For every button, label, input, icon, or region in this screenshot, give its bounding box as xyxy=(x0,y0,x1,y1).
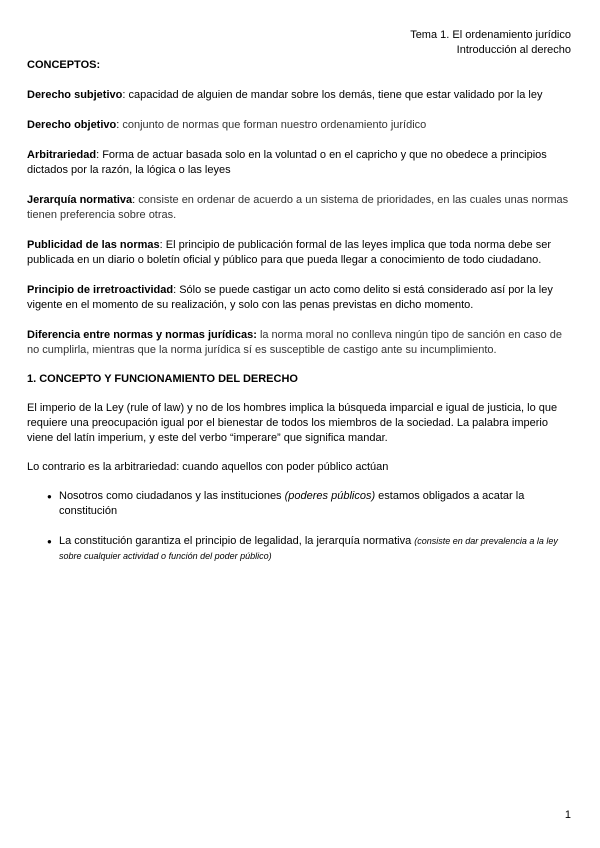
list-item: ● Nosotros como ciudadanos y las instituciones (poderes públicos) estamos obligados a acatar la constitución xyxy=(47,490,525,517)
concept-term: Derecho subjetivo xyxy=(27,89,123,101)
bullet-icon: ● xyxy=(47,537,52,546)
concept-definition: Publicidad de las normas: El principio de publicación formal de las leyes implica que toda norma debe ser publicada en un diario o boletín oficial y público para que pueda llegar a conocimiento de todo ciudadano. xyxy=(27,239,551,266)
section-heading: 1. CONCEPTO Y FUNCIONAMIENTO DEL DERECHO xyxy=(27,373,298,385)
concept-definition: Derecho objetivo: conjunto de normas que forman nuestro ordenamiento jurídico xyxy=(27,119,427,131)
list-item: ● La constitución garantiza el principio de legalidad, la jerarquía normativa (consiste en dar prevalencia a la ley sobre cualquier actividad o función del poder público) xyxy=(47,535,558,561)
concept-term: Derecho objetivo xyxy=(27,119,117,131)
page-header xyxy=(410,28,571,57)
paragraph: El imperio de la Ley (rule of law) y no de los hombres implica la búsqueda imparcial e igual de justicia, lo que requiere una preocupación igual por el bienestar de todos los miembros de la sociedad. La palabra imperio viene del latín imperium, y este del verbo “imperare” que significa mandar. xyxy=(27,402,558,444)
concept-definition: Arbitrariedad: Forma de actuar basada solo en la voluntad o en el capricho y que no obedece a principios dictados por la razón, la lógica o las leyes xyxy=(27,149,547,176)
italic-note: (poderes públicos) xyxy=(284,490,376,502)
document-body xyxy=(27,58,575,564)
bullet-icon: ● xyxy=(47,492,52,501)
header-subject: Introducción al derecho xyxy=(456,43,571,56)
concept-text: conjunto de normas que forman nuestro ordenamiento jurídico xyxy=(122,119,427,131)
concept-text: la norma moral no conlleva ningún tipo de sanción en caso de no cumplirla, mientras que la norma jurídica sí es susceptible de castigo ante su incumplimiento. xyxy=(27,329,563,356)
concept-text: capacidad de alguien de mandar sobre los demás, tiene que estar validado por la ley xyxy=(128,89,543,101)
italic-note: (consiste en dar prevalencia a la ley sobre cualquier actividad o función del poder público) xyxy=(59,536,558,561)
concept-term: Publicidad de las normas xyxy=(27,239,160,251)
concept-definition: Derecho subjetivo: capacidad de alguien de mandar sobre los demás, tiene que estar validado por la ley xyxy=(27,89,543,101)
concept-text: Sólo se puede castigar un acto como delito si está considerado así por la ley vigente en el momento de su realización, y solo con las penas previstas en dicho momento. xyxy=(27,284,553,311)
concepts-heading: CONCEPTOS: xyxy=(27,59,101,71)
concept-text: consiste en ordenar de acuerdo a un sistema de prioridades, en las cuales unas normas tienen preferencia sobre otras. xyxy=(27,194,569,221)
concept-term: Diferencia entre normas y normas jurídicas: xyxy=(27,329,257,341)
page-number: 1 xyxy=(564,809,571,821)
concept-definition: Jerarquía normativa: consiste en ordenar de acuerdo a un sistema de prioridades, en las cuales unas normas tienen preferencia sobre otras. xyxy=(27,194,569,221)
concept-term: Arbitrariedad xyxy=(27,149,97,161)
concept-definition xyxy=(27,328,575,358)
header-topic: Tema 1. El ordenamiento jurídico xyxy=(410,29,571,41)
concept-text: El principio de publicación formal de las leyes implica que toda norma debe ser publicada en un diario o boletín oficial y público para que pueda llegar a conocimiento de todo ciudadano. xyxy=(27,239,551,266)
paragraph: Lo contrario es la arbitrariedad: cuando aquellos con poder público actúan xyxy=(27,461,389,473)
concept-definition: Principio de irretroactividad: Sólo se puede castigar un acto como delito si está considerado así por la ley vigente en el momento de su realización, y solo con las penas previstas en dicho momento. xyxy=(27,284,553,311)
bullet-list xyxy=(27,489,575,564)
concept-text: Forma de actuar basada solo en la voluntad o en el capricho y que no obedece a principios dictados por la razón, la lógica o las leyes xyxy=(27,149,547,176)
concept-term: Jerarquía normativa xyxy=(27,194,133,206)
concept-term: Principio de irretroactividad xyxy=(27,284,174,296)
